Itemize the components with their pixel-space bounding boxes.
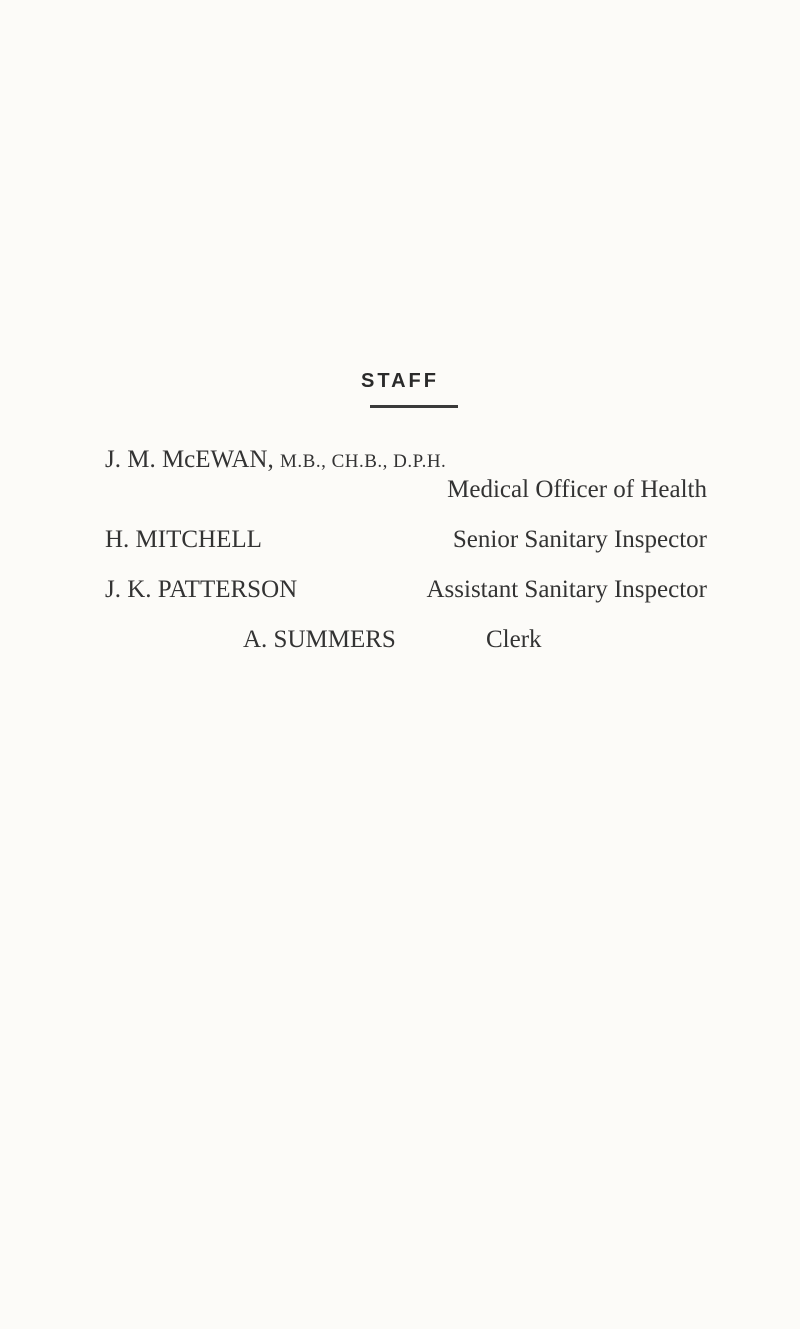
staff-qualifications: M.B., CH.B., D.P.H. [280, 451, 447, 472]
staff-role-summers: Clerk [486, 626, 542, 653]
staff-name: J. M. McEWAN, [105, 446, 274, 473]
staff-name-patterson: J. K. PATTERSON [105, 576, 298, 603]
staff-role-mitchell: Senior Sanitary Inspector [452, 526, 707, 553]
staff-name-mcewan [105, 446, 446, 474]
staff-role-patterson: Assistant Sanitary Inspector [426, 576, 707, 603]
title-underline [370, 405, 458, 408]
staff-name-mitchell: H. MITCHELL [105, 526, 262, 553]
staff-role-mcewan: Medical Officer of Health [447, 476, 707, 503]
staff-name-summers: A. SUMMERS [243, 626, 396, 653]
page-title: STAFF [361, 370, 439, 392]
